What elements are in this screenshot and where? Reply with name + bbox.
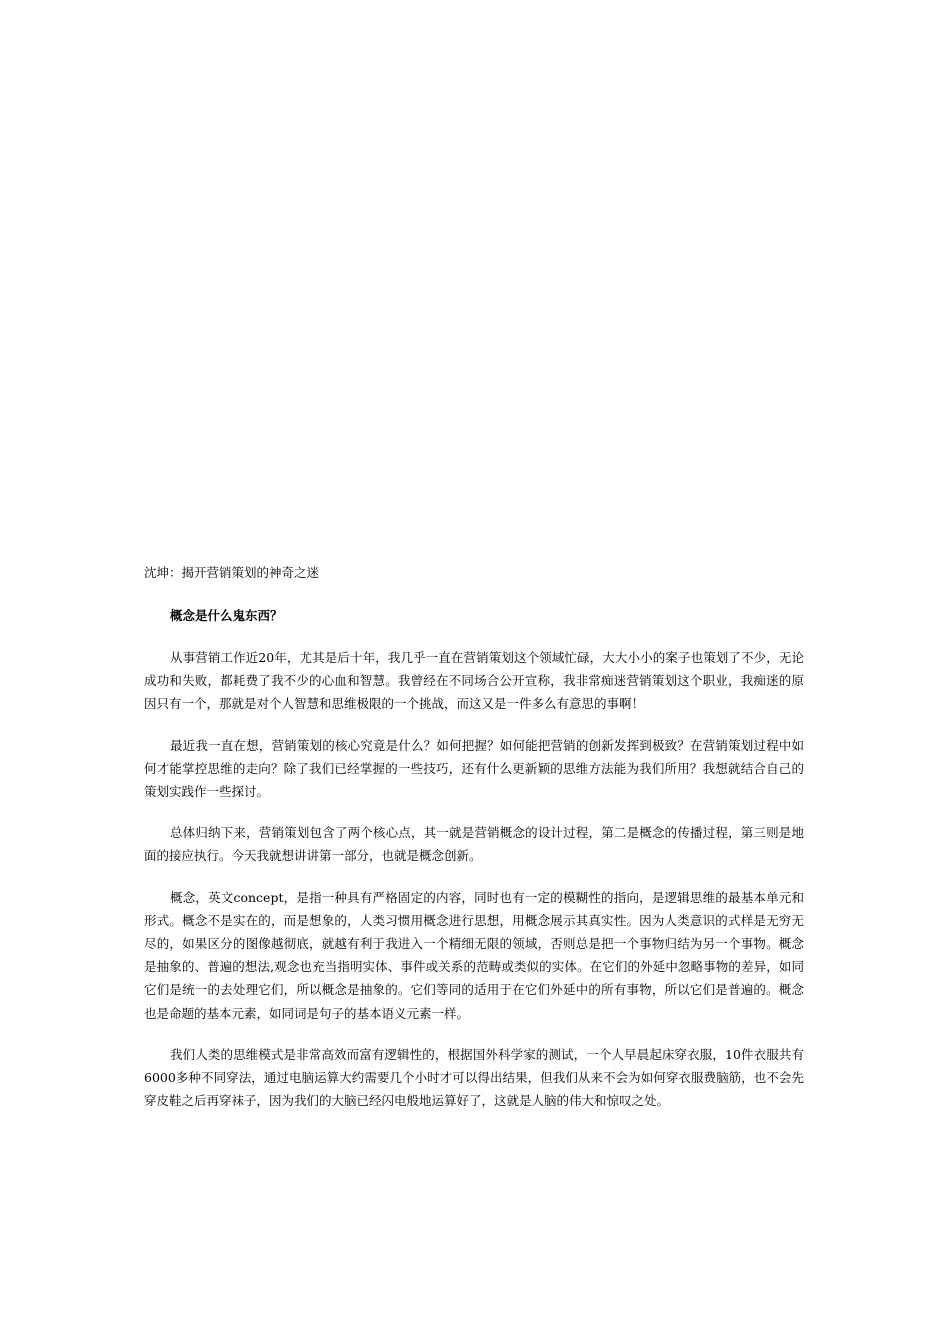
paragraph-5: 我们人类的思维模式是非常高效而富有逻辑性的，根据国外科学家的测试，一个人早晨起床穿衣服，10件衣服共有6000多种不同穿法，通过电脑运算大约需要几个小时才可以得出结果，但我们从来不会为如何穿衣服费脑筋，也不会先穿皮鞋之后再穿袜子，因为我们的大脑已经闪电般地运算好了，这就是人脑的伟大和惊叹之处。 bbox=[144, 1046, 804, 1109]
paragraph-4: 概念，英文concept，是指一种具有严格固定的内容，同时也有一定的模糊性的指向，是逻辑思维的最基本单元和形式。概念不是实在的，而是想象的，人类习惯用概念进行思想，用概念展示其真实性。因为人类意识的式样是无穷无尽的，如果区分的图像越彻底，就越有利于我进入一个精细无限的领域，否则总是把一个事物归结为另一个事物。概念是抽象的、普遍的想法,观念也充当指明实体、事件或关系的范畴或类似的实体。在它们的外延中忽略事物的差异，如同它们是统一的去处理它们，所以概念是抽象的。它们等同的适用于在它们外延中的所有事物，所以它们是普遍的。概念也是命题的基本元素，如同词是句子的基本语义元素一样。 bbox=[144, 889, 804, 1021]
section-heading: 概念是什么鬼东西？ bbox=[170, 608, 283, 623]
document-body bbox=[144, 561, 804, 1112]
document-title: 沈坤：揭开营销策划的神奇之迷 bbox=[144, 565, 320, 580]
paragraph-3: 总体归纳下来，营销策划包含了两个核心点，其一就是营销概念的设计过程，第二是概念的传播过程，第三则是地面的接应执行。今天我就想讲讲第一部分，也就是概念创新。 bbox=[144, 825, 804, 864]
paragraph-2: 最近我一直在想，营销策划的核心究竟是什么？如何把握？如何能把营销的创新发挥到极致？在营销策划过程中如何才能掌控思维的走向？除了我们已经掌握的一些技巧，还有什么更新颖的思维方法能为我们所用？我想就结合自己的策划实践作一些探讨。 bbox=[144, 737, 804, 800]
paragraph-1: 从事营销工作近20年，尤其是后十年，我几乎一直在营销策划这个领域忙碌，大大小小的案子也策划了不少，无论成功和失败，都耗费了我不少的心血和智慧。我曾经在不同场合公开宣称，我非常痴迷营销策划这个职业，我痴迷的原因只有一个，那就是对个人智慧和思维极限的一个挑战，而这又是一件多么有意思的事啊！ bbox=[144, 650, 804, 712]
